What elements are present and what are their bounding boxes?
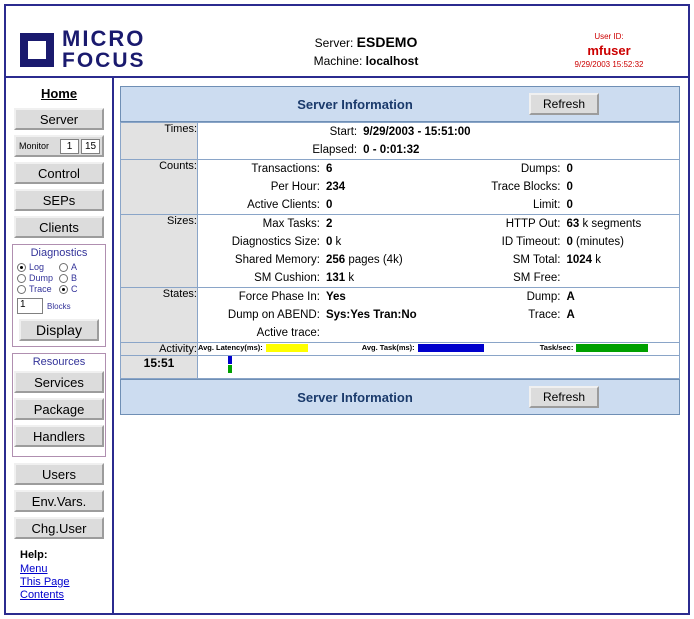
legend-task [362, 343, 484, 352]
diag-option-log-label: Log [29, 262, 45, 272]
logo-line-2: FOCUS [62, 49, 146, 72]
field-shared-memory-label: Shared Memory: [234, 254, 320, 266]
sidebar [6, 78, 114, 613]
monitor-input-2[interactable]: 15 [81, 139, 100, 154]
val: 2 [325, 218, 333, 230]
monitor-input-1[interactable]: 1 [60, 139, 79, 154]
field-max-tasks-label: Max Tasks: [262, 218, 320, 230]
field-http-out [439, 215, 680, 233]
sidebar-item-handlers[interactable]: Handlers [14, 425, 104, 447]
header-timestamp: 9/29/2003 15:52:32 [574, 60, 644, 69]
legend-tasksec [540, 343, 649, 352]
field-sm-total-value [566, 251, 679, 269]
field-limit-value: 0 [566, 199, 573, 211]
legend-task-swatch [418, 344, 484, 352]
legend-latency-swatch [266, 344, 308, 352]
field-sm-free-label: SM Free: [513, 272, 561, 284]
field-max-tasks-value [326, 215, 439, 233]
field-transactions-label: Transactions: [251, 163, 320, 175]
activity-time-label: 15:51 [121, 356, 198, 379]
field-trace-state-label: Trace: [528, 309, 561, 321]
blocks-input[interactable]: 1 [17, 298, 43, 314]
sidebar-item-package[interactable]: Package [14, 398, 104, 420]
val: 256 [325, 254, 346, 266]
field-active-trace-value [326, 324, 439, 342]
monitor-control[interactable] [14, 135, 104, 157]
section-body-sizes [198, 215, 680, 288]
field-start-value: 9/29/2003 - 15:51:00 [363, 126, 471, 138]
panel-title-bottom: Server Information [297, 389, 413, 405]
field-sm-cushion [198, 269, 439, 287]
diag-option-a[interactable] [59, 262, 101, 272]
sidebar-item-env-vars[interactable]: Env.Vars. [14, 490, 104, 512]
field-per-hour [198, 178, 439, 196]
server-information-header-bottom [120, 379, 680, 415]
field-diagnostics-size-value [326, 233, 439, 251]
sidebar-item-services[interactable]: Services [14, 371, 104, 393]
sidebar-item-server[interactable]: Server [14, 108, 104, 130]
field-id-timeout-value [566, 233, 679, 251]
help-title: Help: [20, 549, 48, 561]
activity-legend-body [198, 343, 680, 356]
field-dump-on-abend [198, 306, 439, 324]
legend-latency-label: Avg. Latency(ms): [198, 343, 263, 352]
radio-icon[interactable] [59, 263, 68, 272]
field-elapsed-label: Elapsed: [312, 144, 358, 156]
diag-option-b-label: B [71, 273, 78, 283]
field-trace-state-value: A [566, 309, 575, 321]
resources-title: Resources [32, 356, 86, 368]
radio-icon[interactable] [59, 285, 68, 294]
field-http-out-value [566, 215, 679, 233]
unit: (minutes) [576, 236, 624, 248]
table-row [121, 356, 680, 379]
field-dumps-value: 0 [566, 163, 573, 175]
val: 0 [325, 236, 333, 248]
unit: k [335, 236, 342, 248]
main-frame [4, 4, 690, 615]
field-dump-state-value: A [566, 291, 575, 303]
radio-icon[interactable] [17, 285, 26, 294]
val: 63 [566, 218, 580, 230]
field-transactions [198, 160, 439, 178]
radio-icon[interactable] [59, 274, 68, 283]
field-max-tasks [198, 215, 439, 233]
legend-latency [198, 343, 308, 352]
val: 131 [325, 272, 346, 284]
diagnostics-group [12, 244, 106, 347]
field-transactions-value: 6 [325, 163, 333, 175]
counts-grid [198, 160, 679, 214]
sidebar-item-chg-user[interactable]: Chg.User [14, 517, 104, 539]
field-dumps-label: Dumps: [520, 163, 561, 175]
activity-bars [198, 356, 680, 379]
field-shared-memory-value [326, 251, 439, 269]
section-body-times [198, 123, 680, 160]
legend-tasksec-swatch [576, 344, 648, 352]
field-http-out-label: HTTP Out: [505, 218, 561, 230]
table-row [121, 160, 680, 215]
logo-line-1: MICRO [62, 26, 146, 51]
field-elapsed-value: 0 - 0:01:32 [363, 144, 420, 156]
machine-label: Machine: [313, 54, 363, 68]
sidebar-item-control[interactable]: Control [14, 162, 104, 184]
unit: pages (4k) [348, 254, 403, 266]
server-label: Server: [314, 36, 354, 50]
sizes-grid [198, 215, 679, 287]
field-per-hour-value: 234 [325, 181, 346, 193]
field-diagnostics-size [198, 233, 439, 251]
section-label-sizes: Sizes: [121, 215, 198, 288]
diag-option-c[interactable] [59, 284, 101, 294]
field-limit [439, 196, 680, 214]
val: 1024 [566, 254, 593, 266]
unit: k segments [582, 218, 642, 230]
user-name: mfuser [587, 43, 631, 58]
legend-task-label: Avg. Task(ms): [361, 343, 415, 352]
field-shared-memory [198, 251, 439, 269]
section-body-states [198, 288, 680, 343]
monitor-label: Monitor [19, 141, 50, 151]
diag-option-trace[interactable] [17, 284, 59, 294]
display-button[interactable]: Display [19, 319, 99, 341]
logo-wordmark [62, 28, 146, 71]
server-identity [221, 34, 511, 72]
val: 0 [566, 236, 573, 248]
field-sm-total-label: SM Total: [512, 254, 561, 266]
field-sm-total [439, 251, 680, 269]
field-sm-free-value [566, 269, 679, 287]
field-active-clients-label: Active Clients: [247, 199, 320, 211]
legend-tasksec-label: Task/sec: [539, 343, 574, 352]
states-grid [198, 288, 679, 342]
section-label-counts: Counts: [121, 160, 198, 215]
field-dump-on-abend-value: Sys:Yes Tran:No [325, 309, 417, 321]
section-label-times: Times: [121, 123, 198, 160]
diag-option-log[interactable] [17, 262, 59, 272]
field-limit-label: Limit: [532, 199, 561, 211]
resources-group [12, 353, 106, 457]
field-per-hour-label: Per Hour: [270, 181, 320, 193]
diag-option-dump[interactable] [17, 273, 59, 283]
table-row [121, 288, 680, 343]
field-diagnostics-size-label: Diagnostics Size: [231, 236, 320, 248]
activity-legend [198, 343, 679, 352]
logo-square-icon [20, 33, 54, 67]
field-dump-state-label: Dump: [526, 291, 561, 303]
field-sm-free [439, 269, 680, 287]
help-link-menu[interactable]: Menu [20, 563, 48, 575]
diagnostics-options [13, 262, 105, 294]
field-dump-state [439, 288, 680, 306]
diag-option-trace-label: Trace [29, 284, 52, 294]
refresh-button-bottom[interactable]: Refresh [529, 386, 599, 408]
field-trace-state [439, 306, 680, 324]
blocks-label: Blocks [47, 301, 71, 311]
page-header [6, 6, 688, 78]
help-link-this-page[interactable]: This Page [20, 576, 70, 588]
field-spacer [439, 324, 680, 342]
sidebar-item-users[interactable]: Users [14, 463, 104, 485]
refresh-button-top[interactable]: Refresh [529, 93, 599, 115]
field-sm-cushion-value [326, 269, 439, 287]
blocks-row [13, 294, 105, 317]
section-body-counts [198, 160, 680, 215]
diag-option-c-label: C [71, 284, 78, 294]
field-force-phase-in-label: Force Phase In: [238, 291, 320, 303]
table-row [121, 215, 680, 288]
server-info-table [120, 122, 680, 379]
micro-focus-logo [20, 28, 146, 71]
help-link-contents[interactable]: Contents [20, 589, 65, 601]
unit: k [595, 254, 601, 266]
diag-option-a-label: A [71, 262, 78, 272]
user-id-label: User ID: [594, 32, 624, 41]
field-active-trace [198, 324, 439, 342]
field-active-trace-label: Active trace: [256, 327, 320, 339]
diag-option-b[interactable] [59, 273, 101, 283]
field-id-timeout-label: ID Timeout: [501, 236, 561, 248]
radio-icon[interactable] [17, 274, 26, 283]
server-information-header-top [120, 86, 680, 122]
diag-option-dump-label: Dump [29, 273, 54, 283]
table-row [121, 123, 680, 160]
table-row [121, 343, 680, 356]
section-label-states: States: [121, 288, 198, 343]
server-value: ESDEMO [356, 34, 418, 50]
help-section [20, 549, 112, 601]
field-active-clients-value: 0 [325, 199, 333, 211]
sidebar-item-home[interactable]: Home [40, 86, 78, 101]
activity-bar-task [228, 356, 232, 364]
sidebar-item-seps[interactable]: SEPs [14, 189, 104, 211]
field-trace-blocks-label: Trace Blocks: [491, 181, 561, 193]
section-label-activity: Activity: [121, 343, 198, 356]
field-trace-blocks-value: 0 [566, 181, 573, 193]
activity-bar-tasksec [228, 365, 232, 373]
field-start-label: Start: [329, 126, 358, 138]
user-info [544, 32, 674, 69]
diagnostics-title: Diagnostics [30, 247, 88, 259]
field-id-timeout [439, 233, 680, 251]
field-dump-on-abend-label: Dump on ABEND: [227, 309, 320, 321]
field-start [198, 123, 679, 141]
field-force-phase-in [198, 288, 439, 306]
unit: k [348, 272, 355, 284]
panel-title-top: Server Information [297, 96, 413, 112]
main-content [116, 78, 688, 613]
field-force-phase-in-value: Yes [325, 291, 346, 303]
field-elapsed [198, 141, 679, 159]
field-active-clients [198, 196, 439, 214]
server-row [221, 34, 511, 50]
sidebar-item-clients[interactable]: Clients [14, 216, 104, 238]
machine-value: localhost [365, 54, 419, 68]
field-dumps [439, 160, 680, 178]
field-trace-blocks [439, 178, 680, 196]
machine-row [221, 54, 511, 68]
field-sm-cushion-label: SM Cushion: [254, 272, 320, 284]
radio-icon[interactable] [17, 263, 26, 272]
